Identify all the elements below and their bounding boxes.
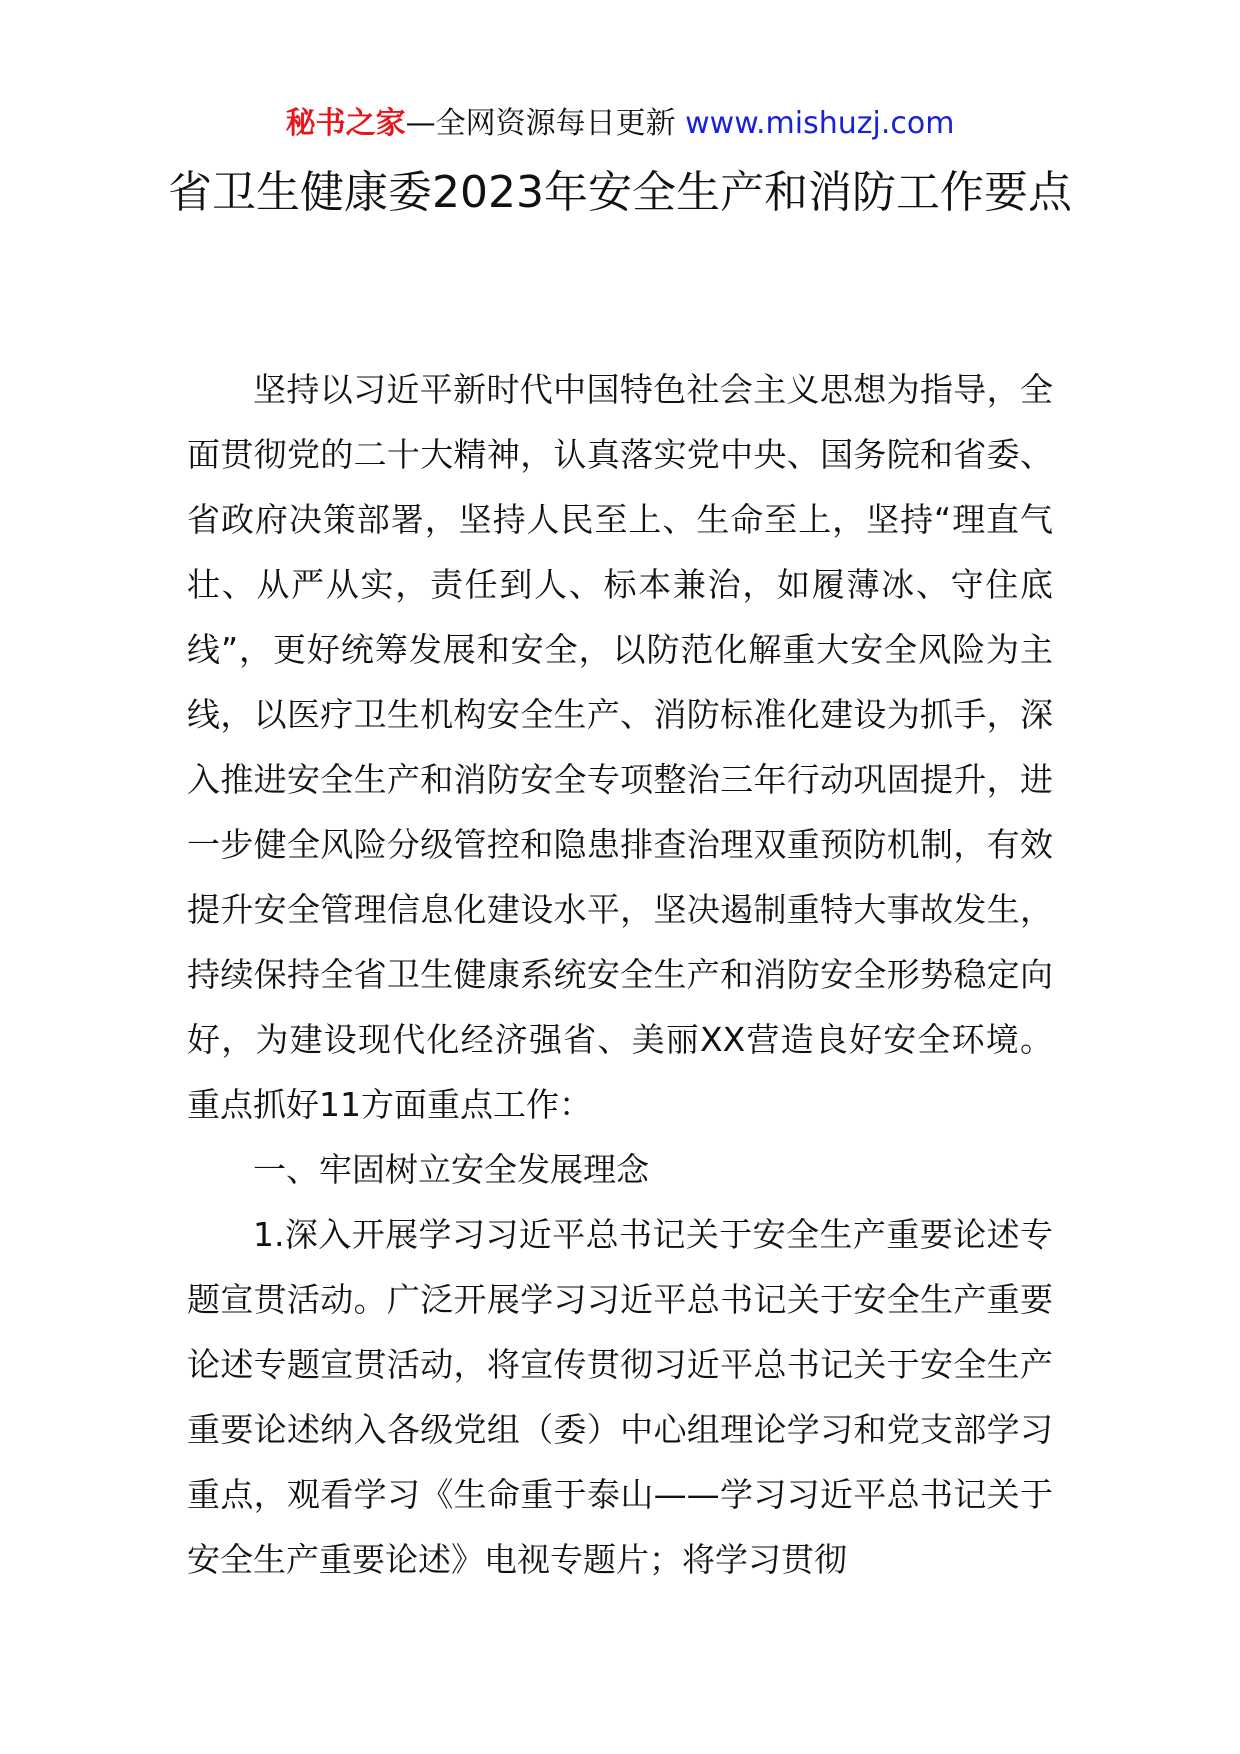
source-header: [0, 100, 1240, 148]
website-link[interactable]: www.mishuzj.com: [685, 106, 955, 141]
intro-paragraph: 坚持以习近平新时代中国特色社会主义思想为指导，全面贯彻党的二十大精神，认真落实党中央、国务院和省委、省政府决策部署，坚持人民至上、生命至上，坚持“理直气壮、从严从实，责任到人、标本兼治，如履薄冰、守住底线”，更好统筹发展和安全，以防范化解重大安全风险为主线，以医疗卫生机构安全生产、消防标准化建设为抓手，深入推进安全生产和消防安全专项整治三年行动巩固提升，进一步健全风险分级管控和隐患排查治理双重预防机制，有效提升安全管理信息化建设水平，坚决遏制重特大事故发生，持续保持全省卫生健康系统安全生产和消防安全形势稳定向好，为建设现代化经济强省、美丽XX营造良好安全环境。重点抓好11方面重点工作：: [187, 370, 1053, 1124]
document-body: [187, 357, 1053, 1592]
brand-name: 秘书之家: [285, 106, 406, 141]
section-heading: 一、牢固树立安全发展理念: [253, 1150, 649, 1189]
item-paragraph: 1.深入开展学习习近平总书记关于安全生产重要论述专题宣贯活动。广泛开展学习习近平总书记关于安全生产重要论述专题宣贯活动，将宣传贯彻习近平总书记关于安全生产重要论述纳入各级党组（委）中心组理论学习和党支部学习重点，观看学习《生命重于泰山——学习习近平总书记关于安全生产重要论述》电视专题片；将学习贯彻: [187, 1215, 1053, 1579]
header-tagline: —全网资源每日更新: [405, 106, 676, 141]
document-title: 省卫生健康委2023年安全生产和消防工作要点: [168, 167, 1072, 218]
